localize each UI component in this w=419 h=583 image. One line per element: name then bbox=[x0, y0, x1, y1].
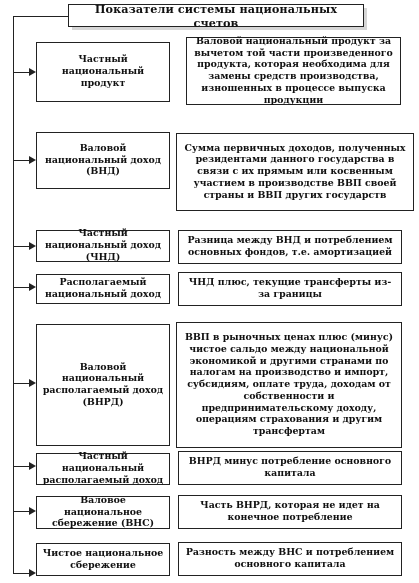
indicator-name-5: Валовой национальный располагаемый доход (ВНРД) bbox=[36, 324, 170, 446]
indicator-definition-4: ЧНД плюс, текущие трансферты из-за границы bbox=[178, 272, 402, 306]
arrow-icon bbox=[29, 68, 36, 76]
connector-row-3 bbox=[13, 246, 30, 247]
indicator-definition-1: Валовой национальный продукт за вычетом той части произведенного продукта, которая необходима для замены средств производства, изношенных в процессе выпуска продукции bbox=[186, 37, 401, 105]
indicator-definition-2: Сумма первичных доходов, полученных резидентами данного государства в связи с их прямым или косвенным участием в производстве ВВП своей страны и ВВП других государств bbox=[176, 133, 414, 211]
connector-row-5 bbox=[13, 383, 30, 384]
connector-row-1 bbox=[13, 72, 30, 73]
connector-title bbox=[13, 16, 68, 17]
arrow-icon bbox=[29, 379, 36, 387]
arrow-icon bbox=[29, 462, 36, 470]
arrow-icon bbox=[29, 242, 36, 250]
diagram-title: Показатели системы национальных счетов bbox=[68, 4, 364, 27]
indicator-definition-8: Разность между ВНС и потреблением основного капитала bbox=[178, 542, 402, 576]
indicator-name-1: Частный национальный продукт bbox=[36, 42, 170, 102]
indicator-name-6: Частный национальный располагаемый доход bbox=[36, 453, 170, 485]
connector-spine bbox=[13, 16, 14, 574]
indicator-name-8: Чистое национальное сбережение bbox=[36, 543, 170, 576]
indicator-name-7: Валовое национальное сбережение (ВНС) bbox=[36, 496, 170, 529]
connector-row-8 bbox=[13, 573, 30, 574]
arrow-icon bbox=[29, 507, 36, 515]
connector-row-6 bbox=[13, 466, 30, 467]
arrow-icon bbox=[29, 569, 36, 577]
arrow-icon bbox=[29, 156, 36, 164]
indicator-name-2: Валовой национальный доход (ВНД) bbox=[36, 132, 170, 189]
indicator-name-4: Располагаемый национальный доход bbox=[36, 274, 170, 304]
indicator-name-3: Частный национальный доход (ЧНД) bbox=[36, 230, 170, 262]
indicator-definition-6: ВНРД минус потребление основного капитала bbox=[178, 451, 402, 485]
arrow-icon bbox=[29, 283, 36, 291]
connector-row-2 bbox=[13, 160, 30, 161]
connector-row-4 bbox=[13, 287, 30, 288]
indicator-definition-7: Часть ВНРД, которая не идет на конечное потребление bbox=[178, 495, 402, 529]
indicator-definition-5: ВВП в рыночных ценах плюс (минус) чистое сальдо между национальной экономикой и другими странами по налогам на производство и импорт, субсидиям, оплате труда, доходам от собственности и предпринимательскому доходу, операциям страхования и другим трансфертам bbox=[176, 322, 402, 448]
connector-row-7 bbox=[13, 511, 30, 512]
indicator-definition-3: Разница между ВНД и потреблением основных фондов, т.е. амортизацией bbox=[178, 230, 402, 264]
